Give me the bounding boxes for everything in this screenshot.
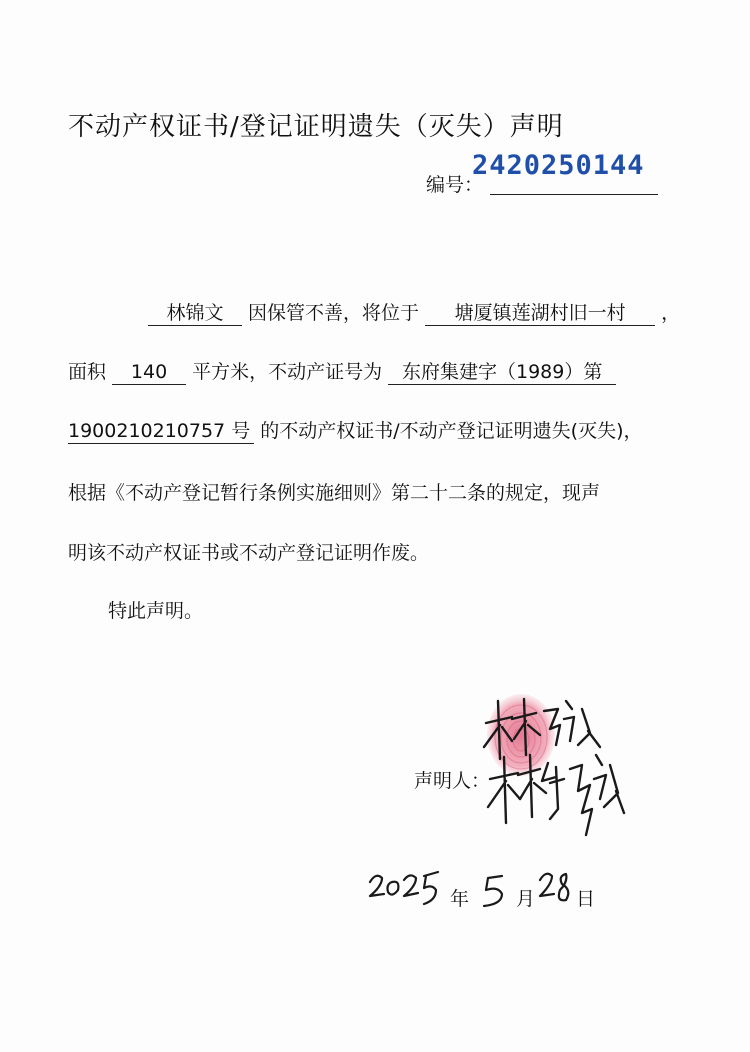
body-line-3: [68, 416, 642, 444]
serial-underline: [490, 194, 658, 195]
body-line-4: 根据《不动产登记暂行条例实施细则》第二十二条的规定，现声: [68, 482, 601, 504]
area-unit-text: 平方米，不动产证号为: [192, 361, 383, 383]
area-label: 面积: [68, 361, 107, 383]
year-suffix: 年: [450, 888, 470, 910]
month-suffix: 月: [516, 888, 536, 910]
handwritten-month: [478, 868, 514, 912]
serial-number-stamp: 2420250144: [472, 150, 645, 181]
closing-statement: 特此声明。: [108, 600, 204, 622]
body-text-2: 的不动产权证书/不动产登记证明遗失(灭失)，: [260, 420, 643, 442]
declarant-label: 声明人：: [414, 770, 491, 792]
certificate-number-field: 1900210210757 号: [68, 419, 254, 444]
year-value: 2025: [366, 910, 369, 911]
day-value: 28: [538, 911, 540, 912]
body-line-1: [148, 298, 680, 326]
certificate-prefix-field: 东府集建字（1989）第: [388, 360, 616, 385]
serial-label: 编号：: [426, 174, 484, 196]
body-text-1: 因保管不善，将位于: [248, 302, 420, 324]
month-value: 5: [478, 911, 479, 912]
handwritten-day: [538, 866, 580, 912]
declarant-name-field: 林锦文: [148, 301, 242, 326]
day-suffix: 日: [576, 888, 596, 910]
document-title: 不动产权证书/登记证明遗失（灭失）声明: [68, 112, 564, 142]
handwritten-year: [366, 866, 446, 912]
signature-date: [366, 866, 606, 916]
body-comma-1: ，: [661, 302, 681, 324]
body-line-5: 明该不动产权证书或不动产登记证明作废。: [68, 542, 430, 564]
area-field: 140: [112, 360, 186, 385]
serial-number-block: [426, 150, 666, 200]
handwritten-signature: [478, 695, 628, 855]
body-line-2: [68, 357, 616, 385]
location-field: 塘厦镇莲湖村旧一村: [425, 301, 655, 326]
